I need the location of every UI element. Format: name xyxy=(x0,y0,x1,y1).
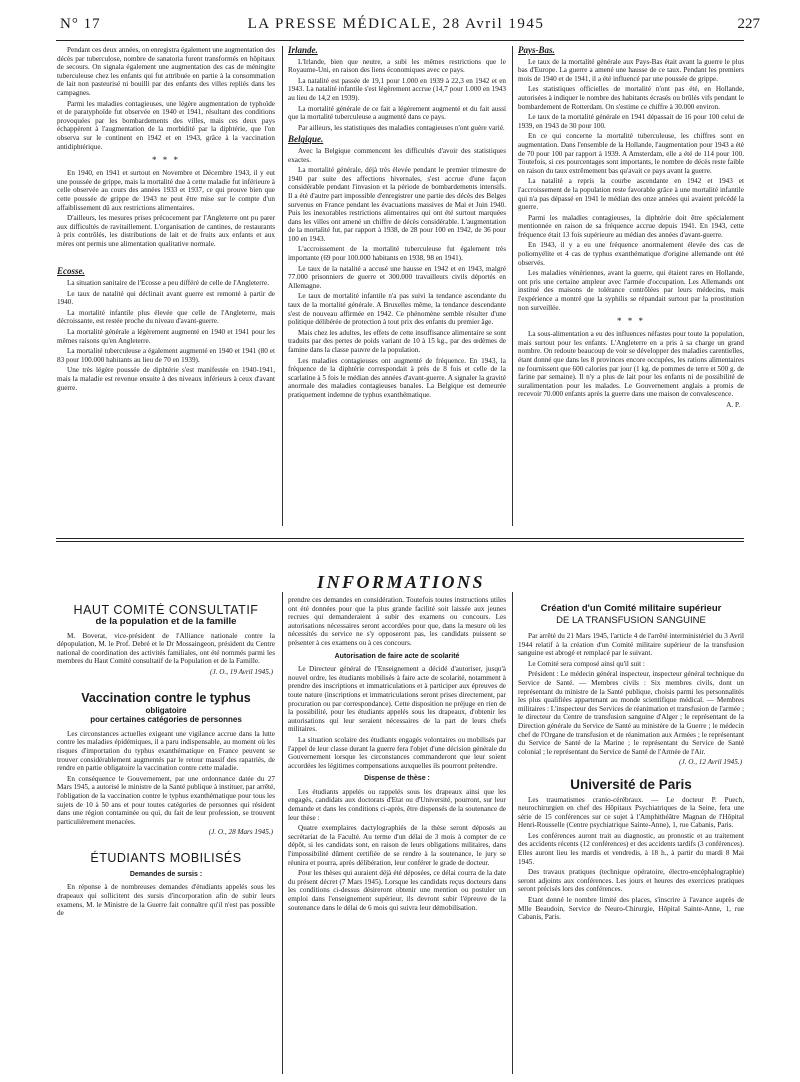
section-rule xyxy=(56,538,744,539)
section-stars: * * * xyxy=(617,316,645,327)
paragraph: Le taux de la mortalité générale aux Pays-Bas était avant la guerre le plus bas d'Europe. La guerre a amené une hausse de ce taux. Pendant les premiers mois de 1940 et de 1941, il a été influencé par une poussée de grippe. xyxy=(518,57,744,83)
section-title-pays-bas: Pays-Bas. xyxy=(518,45,555,55)
paragraph: Le taux de mortalité infantile n'a pas suivi la tendance ascendante du taux de la mortalité générale. A Bruxelles même, la tendance descendante s'est de nouveau affirmée en 1942. Ce phénomène semble résulter d'une politique délibérée de protection à tout prix des enfants du premier âge. xyxy=(288,292,506,327)
article-column-2 xyxy=(288,46,506,521)
signature: A. P. xyxy=(726,400,740,409)
paragraph: La mortalité générale a légèrement augmenté en 1940 et 1941 pour les mêmes raisons qu'en Angleterre. xyxy=(57,328,275,345)
paragraph: Le taux de la mortalité générale en 1941 dépassait de 16 pour 100 celui de 1939, en 1943 de 30 pour 100. xyxy=(518,113,744,130)
column-divider xyxy=(512,46,513,526)
paragraph: Les statistiques officielles de mortalité n'ont pas été, en Hollande, autorisées à indiquer le nombre des habitants écrasés ou brûlés vifs pendant le bombardement de Rotterdam. On s'estime ce chiffre à 30.000 environ. xyxy=(518,85,744,111)
running-head xyxy=(46,14,760,40)
paragraph: Le taux de natalité qui déclinait avant guerre est remonté à partir de 1940. xyxy=(57,289,275,307)
paragraph: Des travaux pratiques (technique opératoire, électro-encéphalographie) seront adjoints aux conférences. Les jours et heures des exercices pratiques seront précisés lors des conférences. xyxy=(518,868,744,894)
paragraph: En 1943, il y a eu une fréquence anormalement élevée des cas de poliomyélite et 4 cas de typhus exanthématique d'origine allemande ont été observés. xyxy=(518,241,744,267)
comite-militaire-title: Création d'un Comité militaire supérieur xyxy=(540,603,722,614)
info-column-2 xyxy=(288,596,506,1076)
page-number: 227 xyxy=(737,16,760,32)
paragraph: Parmi les maladies contagieuses, la diphtérie doit être spécialement mentionnée en raison de sa fréquence accrue depuis 1941. En 1943, cette fréquence était 13 fois supérieure au médian des années d'avant-guerre. xyxy=(518,213,744,239)
paragraph: La natalité est passée de 19,1 pour 1.000 en 1939 à 22,3 en 1942 et en 1943. La natalité infantile s'est légèrement accrue (14,7 pour 1.000 en 1943 au lieu de 14,2 en 1939). xyxy=(288,76,506,102)
paragraph: Le taux de la natalité a accusé une hausse en 1942 et en 1943, malgré 77.000 prisonniers de guerre et 300.000 travailleurs civils déportés en Allemagne. xyxy=(288,264,506,290)
paragraph: La sous-alimentation a eu des influences néfastes pour toute la population, mais surtout pour les enfants. L'Angleterre en a pris à sa charge un grand nombre. On redoute beaucoup de voir se développer des maladies carentielles, étant donné que dans les 8 provinces encore occupées, les rations alimentaires ne fournissent que 600 calories par jour (1 kg. de pommes de terre et 500 g. de farine par semaine). Il n'y a plus de lait pour les enfants ni de possibilité de suralimentation pour les malades. Le Gouvernement anglais a promis de recevoir 70.000 enfants après la guerre dans une maison de convalescence. xyxy=(518,330,744,399)
etudiants-title: ÉTUDIANTS MOBILISÉS xyxy=(90,850,242,865)
comite-militaire-subtitle: DE LA TRANSFUSION SANGUINE xyxy=(556,615,706,626)
paragraph: La mortalité générale de ce fait a légèrement augmenté et du fait aussi que la mortalité tuberculeuse a augmenté dans ce pays. xyxy=(288,104,506,122)
reference: (J. O., 12 Avril 1945.) xyxy=(679,758,742,767)
article-column-1 xyxy=(57,46,275,521)
journal-title: LA PRESSE MÉDICALE, 28 Avril 1945 xyxy=(247,16,545,32)
issue-number: N° 17 xyxy=(60,16,101,32)
paragraph: Par arrêté du 21 Mars 1945, l'article 4 de l'arrêté interministériel du 3 Avril 1944 relatif à la création d'un Comité militaire supérieur de la transfusion sanguine est abrogé et remplacé par le suivant. xyxy=(518,632,744,658)
paragraph: Les circonstances actuelles exigeant une vigilance accrue dans la lutte contre les maladies épidémiques, il a paru indispensable, au moment où les risques d'importation du typhus exanthématique en France peuvent se trouver considérablement augmentés par le retour massif des rapatriés, de rendre en partie obligatoire la vaccination contre cette maladie. xyxy=(57,729,275,773)
paragraph: Le Directeur général de l'Enseignement a décidé d'autoriser, jusqu'à nouvel ordre, les étudiants mobilisés à faire acte de scolarité, notamment à prendre des inscriptions et immatriculations et à participer aux épreuves de toute nature (inscriptions et immatriculations seront prises directement, par procuration ou par correspondance). Cette disposition ne préjuge en rien de la possibilité, pour les étudiants appelés sous les drapeaux, d'obtenir les autorisations qui leur seraient nécessaires de la part de leurs chefs militaires. xyxy=(288,665,506,734)
column-divider xyxy=(282,592,283,1074)
paragraph: L'Irlande, bien que neutre, a subi les mêmes restrictions que le Royaume-Uni, en raison des liens économiques avec ce pays. xyxy=(288,57,506,75)
paragraph: Une très légère poussée de diphtérie s'est manifestée en 1940-1941, mais la maladie est revenue ensuite à des niveaux inférieurs à ceux d'avant guerre. xyxy=(57,366,275,392)
paragraph: Avec la Belgique commencent les difficultés d'avoir des statistiques exactes. xyxy=(288,146,506,164)
info-column-3 xyxy=(518,603,744,1075)
paragraph: La situation sanitaire de l'Ecosse a peu différé de celle de l'Angleterre. xyxy=(67,279,270,288)
paragraph: prendre ces demandes en considération. Toutefois toutes instructions utiles ont été données pour que la plus grande facilité soit laissée aux jeunes recrues qui demanderaient à subir des examens ou concours. Les autorisations nécessaires seront accordées pour que, dans la mesure où les nécessités du service ne s'y opposeront pas, les candidats puissent se présenter à ces examens ou à ces concours. xyxy=(288,596,506,647)
paragraph: Le Comité sera composé ainsi qu'il suit : xyxy=(528,659,645,668)
paragraph: Les traumatismes cranio-cérébraux. — Le docteur P. Puech, neurochirurgien en chef des Hôpitaux Psychiatriques de la Seine, fera une série de 15 conférences sur ce sujet à l'Amphithéâtre Magnan de l'Hôpital Henri-Rousselle (Centre psychiatrique Sainte-Anne), 1, rue Cabanis, Paris. xyxy=(518,795,744,830)
typhus-subtitle-2: pour certaines catégories de personnes xyxy=(90,715,242,725)
paragraph: En ce qui concerne la mortalité tuberculeuse, les chiffres sont en augmentation. Dans l'ensemble de la Hollande, l'augmentation pour 1943 a été de 70 pour 100 par rapport à 1939. A Amsterdam, elle a été de 114 pour 100. Toutefois, si ces pourcentages sont importants, le nombre de décès reste faible en raison du taux extrêmement bas qu'avait ce pays avant la guerre. xyxy=(518,132,744,175)
paragraph: Les maladies contagieuses ont augmenté de fréquence. En 1943, la fréquence de la diphtérie correspondait à près de 8 fois et celle de la scarlatine à 5 fois le médian des années d'avant-guerre. A signaler la gravité anormale des maladies contagieuses banales. La Belgique est demeurée pratiquement indemne de typhus exanthématique. xyxy=(288,356,506,399)
paragraph: En conséquence le Gouvernement, par une ordonnance datée du 27 Mars 1945, a autorisé le ministre de la Santé publique à instituer, par arrêté, l'obligation de la vaccination contre le typhus exanthématique pour tous les sujets de 10 à 50 ans et pour toutes catégories de personnes qui résident dans une région contaminée ou qui, du fait de leur profession, se trouvent particulièrement menacées. xyxy=(57,774,275,826)
typhus-title: Vaccination contre le typhus xyxy=(81,690,251,705)
paragraph: L'accroissement de la mortalité tuberculeuse fut également très importante (69 pour 100.000 habitants en 1938, 98 en 1941). xyxy=(288,245,506,263)
column-divider xyxy=(282,46,283,526)
section-title-irlande: Irlande. xyxy=(288,45,318,55)
section-title-belgique: Belgique. xyxy=(288,134,324,145)
article-column-3 xyxy=(518,46,744,526)
paragraph: Parmi les maladies contagieuses, une légère augmentation de typhoïde et de paratyphoïde fut observée en 1940 et 1941, résultant des conditions provoquées par les bombardements des villes, mais ces deux pays échappèrent à l'augmentation de la morbidité par la diphtérie, que l'on observa sur le continent en 1942 et en 1943, grâce à la vaccination antidiphtérique. xyxy=(57,99,275,151)
paragraph: Par ailleurs, les statistiques des maladies contagieuses n'ont guère varié. xyxy=(298,123,505,132)
paragraph: Pendant ces deux années, on enregistra également une augmentation des décès par tuberculose, nombre de sanatoria furent transformés en hôpitaux de secours. On signala également une augmentation des cas de méningite tuberculeuse chez les enfants qui fut attribuée en partie à la consommation de lait non pasteurisé ni bouilli par des enfants des villes repliés dans les campagnes. xyxy=(57,46,275,97)
paragraph: La mortalité tuberculeuse a également augmenté en 1940 et 1941 (80 et 83 pour 100.000 habitants au lieu de 70 en 1939). xyxy=(57,347,275,364)
subsection-title: Autorisation de faire acte de scolarité xyxy=(334,652,460,660)
paragraph: Etant donné le nombre limité des places, s'inscrire à l'avance auprès de Mlle Beaudoin, Service de Neuro-Chirurgie, Hôpital Sainte-Anne, 1, rue Cabanis, Paris. xyxy=(518,896,744,922)
etudiants-subtitle: Demandes de sursis : xyxy=(129,870,203,878)
paragraph: Les conférences auront trait au diagnostic, au pronostic et au traitement des accidents récents (12 conférences) et des accidents tardifs (3 conférences). Elles auront lieu les mardis et vendredis, à 18 h., à partir du mardi 8 Mai 1945. xyxy=(518,831,744,866)
paragraph: Les étudiants appelés ou rappelés sous les drapeaux ainsi que les engagés, candidats aux doctorats d'Etat ou d'Université, pourront, sur leur demande et dans les conditions ci-après, être dispensés de la soutenance de leur thèse : xyxy=(288,787,506,822)
haut-comite-subtitle: de la population et de la famille xyxy=(95,616,237,627)
paragraph: La mortalité générale, déjà très élevée pendant le premier trimestre de 1940 par suite des affections hivernales, s'est accrue d'une façon considérable pendant l'invasion et la période de bombardements intensifs. Il a été d'autre part impossible d'enregistrer une partie des décès des Belges survenus en France pendant les évacuations massives de Mai et Juin 1940. Puis les inexorables restrictions alimentaires qui ont été surtout marquées dans les villes ont amené un chiffre de décès considérable. L'augmentation de la mortalité fut, par rapport à 1938, de 28 pour 100 en 1942, de 36 pour 100 en 1943. xyxy=(288,166,506,243)
column-divider xyxy=(512,592,513,1074)
paragraph: En 1940, en 1941 et surtout en Novembre et Décembre 1943, il y eut une poussée de grippe, mais la mortalité due à cette maladie fut inférieure à celle observée au cours des années 1933 et 1937, ce qui prouve bien que cette poussée de grippe de 1943 ne peut être mise sur le compte d'un affaiblissement dû aux restrictions alimentaires. xyxy=(57,169,275,212)
paragraph: M. Boverat, vice-président de l'Alliance nationale contre la dépopulation, M. le Prof. Debré et le Dr Mossaingeon, président du Centre national de coordination des activités familiales, ont été nommés parmi les membres du Haut Comité consultatif de la Population et de la Famille. xyxy=(57,631,275,666)
universite-title: Université de Paris xyxy=(570,776,692,792)
paragraph: La mortalité infantile plus élevée que celle de l'Angleterre, mais décroissante, est restée proche du niveau d'avant-guerre. xyxy=(57,308,275,326)
paragraph: D'ailleurs, les mesures prises précocement par l'Angleterre ont pu parer aux difficultés de ravitaillement. L'organisation de cantines, de restaurants à prix contrôlés, les distributions de lait et de fruits aux enfants et aux mères ont permis une alimentation qualitative normale. xyxy=(57,214,275,248)
subsection-title: Dispense de thèse : xyxy=(364,775,430,783)
reference: (J. O., 28 Mars 1945.) xyxy=(208,828,273,837)
info-column-1 xyxy=(57,603,275,1075)
section-rule xyxy=(56,541,744,542)
typhus-subtitle-1: obligatoire xyxy=(145,705,187,715)
header-rule xyxy=(56,40,744,41)
section-title-ecosse: Ecosse. xyxy=(57,266,85,277)
informations-banner: INFORMATIONS xyxy=(316,572,486,592)
paragraph: Les maladies vénériennes, avant la guerre, qui étaient rares en Hollande, ont pris une certaine ampleur avec l'armée d'occupation. Les Allemands ont institué des maisons de tolérance contrôlées par leurs médecins, mais l'expérience a montré que la syphilis se répandait surtout par la prostitution non surveillée. xyxy=(518,269,744,312)
paragraph: La natalité a repris la courbe ascendante en 1942 et 1943 et l'accroissement de la population reste favorable grâce à une mortalité infantile qui n'a pas dépassé en 1941 le médian des onze années qui avaient précédé la guerre. xyxy=(518,177,744,212)
paragraph: Pour les thèses qui auraient déjà été déposées, ce délai courra de la date du présent décret (7 Mars 1945). Lorsque les candidats reçus docteurs dans les conditions ci-dessus désireront obtenir une mention ou postuler un emploi dans l'enseignement supérieur, ils devront subir l'épreuve de la soutenance dans le délai de 6 mois qui suivra leur démobilisation. xyxy=(288,869,506,912)
section-stars: * * * xyxy=(152,155,180,166)
paragraph: La situation scolaire des étudiants engagés volontaires ou mobilisés par l'appel de leur classe durant la guerre fera l'objet d'une décision générale du Gouvernement lorsque les circonstances commanderont que leur soient accordées les légitimes compensations auxquelles ils pourront prétendre. xyxy=(288,735,506,770)
haut-comite-title: HAUT COMITÉ CONSULTATIF xyxy=(73,603,259,617)
reference: (J. O., 19 Avril 1945.) xyxy=(210,667,273,676)
paragraph: En réponse à de nombreuses demandes d'étudiants appelés sous les drapeaux qui sollicitent des sursis d'incorporation afin de subir leurs examens, M. le Ministre de la Guerre fait connaître qu'il n'est pas possible de xyxy=(57,883,275,918)
paragraph: Président : Le médecin général inspecteur, inspecteur général technique du Service de Santé. — Membres civils : Six membres civils, dont un représentant du ministre de la Santé publique, choisis parmi les personnalités les plus qualifiées appartenant au monde scientifique médical. — Membres militaires : L'inspecteur des Services de réanimation et transfusion de l'armée ; le directeur du Centre de transfusion sanguine d'Alger ; le représentant de la Direction générale du Service de Santé au ministère de la Guerre ; le médecin chef de l'Organe de transfusion et de réanimation aux Armées ; le représentant du Service de Santé de la Marine ; le représentant du Service de Santé colonial ; le représentant du Service de Santé de l'Armée de l'Air. xyxy=(518,670,744,756)
paragraph: Mais chez les adultes, les effets de cette insuffisance alimentaire se sont traduits par des pertes de poids variant de 10 à 15 kg., par des œdèmes de famine dans la classe pauvre de la population. xyxy=(288,328,506,354)
paragraph: Quatre exemplaires dactylographiés de la thèse seront déposés au secrétariat de la Faculté. Au terme d'un délai de 3 mois à compter de ce dépôt, si les candidats sont, en raison de leurs obligations militaires, dans l'impossibilité dûment certifiée de se rendre à la soutenance, le jury se réunira et pourra, après délibération, leur conférer le grade de docteur. xyxy=(288,824,506,867)
